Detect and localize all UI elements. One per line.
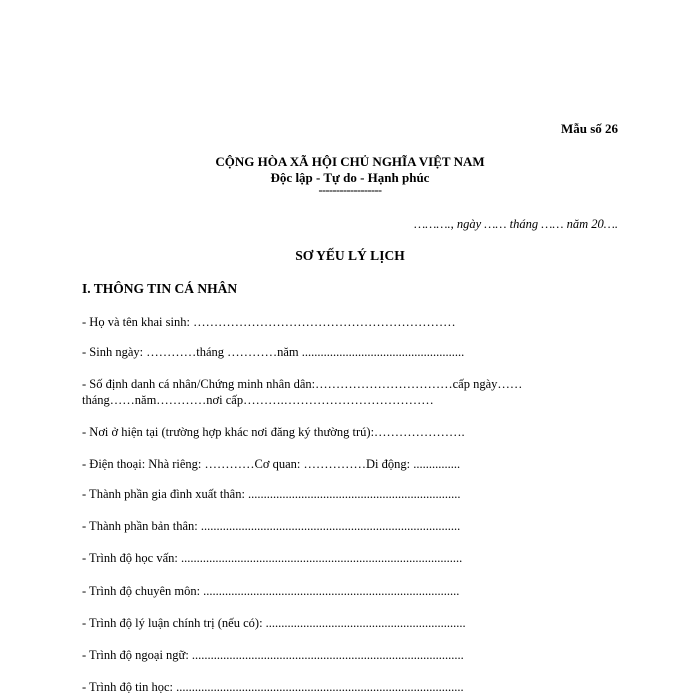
field-birth-date: - Sinh ngày: …………tháng …………năm .................................................... [82, 345, 465, 359]
date-line: ………., ngày …… tháng …… năm 20…. [414, 217, 618, 231]
national-motto: Độc lập - Tự do - Hạnh phúc [270, 170, 430, 185]
field-id-issue: tháng……năm…………nơi cấp……….……………………………… [82, 393, 434, 407]
field-birth-name: - Họ và tên khai sinh: ……………………………………………………… [82, 315, 456, 329]
form-number: Mẫu số 26 [560, 121, 618, 136]
field-family-background: - Thành phần gia đình xuất thân: .................................................................... [82, 487, 461, 501]
field-id-number: - Số định danh cá nhân/Chứng minh nhân dân:……………………………cấp ngày…… [82, 377, 523, 391]
national-title: CỘNG HÒA XÃ HỘI CHỦ NGHĨA VIỆT NAM [215, 154, 485, 169]
field-professional-level: - Trình độ chuyên môn: .................................................................................. [82, 584, 460, 598]
field-foreign-language: - Trình độ ngoại ngữ: ....................................................................................... [82, 648, 464, 662]
field-education-level: - Trình độ học vấn: .......................................................................................... [82, 551, 463, 565]
document-title: SƠ YẾU LÝ LỊCH [295, 248, 405, 263]
field-it-level: - Trình độ tin học: ............................................................................................ [82, 680, 464, 694]
section-title: I. THÔNG TIN CÁ NHÂN [82, 281, 238, 296]
field-phone: - Điện thoại: Nhà riêng: …………Cơ quan: ……………Di động: ............... [82, 457, 461, 471]
field-political-theory: - Trình độ lý luận chính trị (nếu có): ................................................................ [82, 616, 466, 630]
motto-underline: ------------------ [318, 183, 382, 197]
field-current-address: - Nơi ở hiện tại (trường hợp khác nơi đăng ký thường trú):…………………. [82, 425, 465, 439]
field-personal-background: - Thành phần bản thân: ................................................................................... [82, 519, 461, 533]
